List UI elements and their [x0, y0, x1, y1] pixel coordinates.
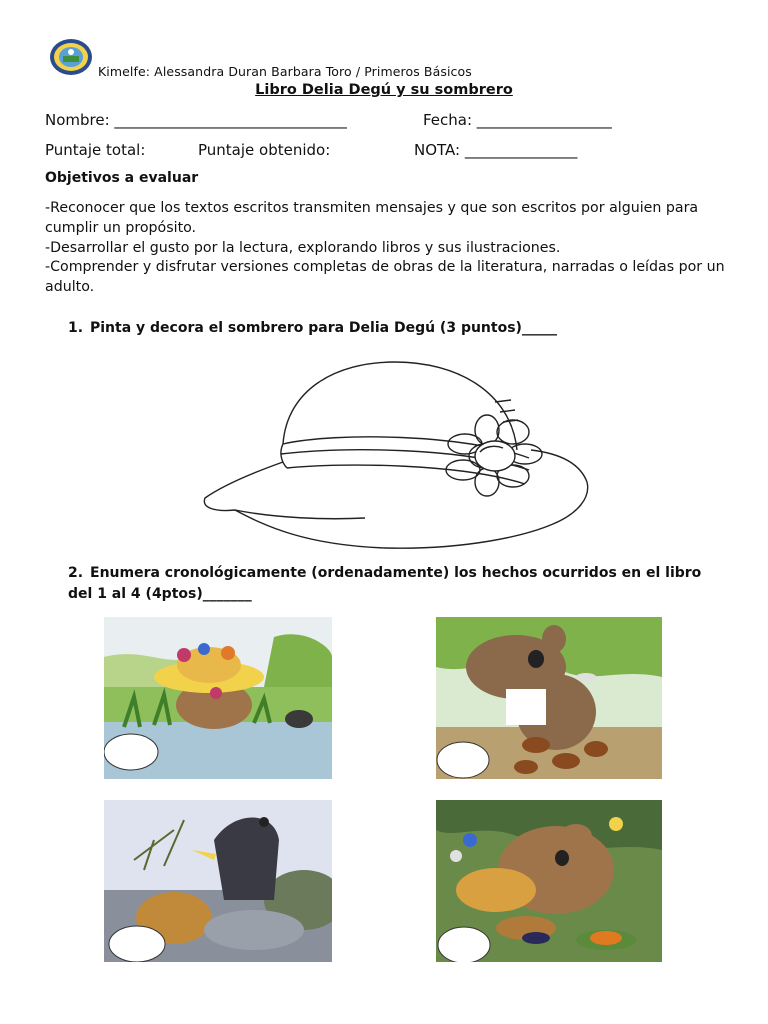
story-image-4 — [436, 800, 662, 962]
school-line: Kimelfe: Alessandra Duran Barbara Toro / Primeros Básicos — [98, 64, 472, 79]
objective-item: -Desarrollar el gusto por la lectura, explorando libros y sus ilustraciones. — [45, 239, 561, 256]
objective-item: -Comprender y disfrutar versiones completas de obras de la literatura, narradas o leídas por un adulto. — [45, 259, 725, 296]
puntaje-obtenido-label: Puntaje obtenido: — [198, 141, 331, 159]
question-number: 2. — [68, 565, 84, 581]
question-text: Enumera cronológicamente (ordenadamente) los hechos ocurridos en el libro del 1 al 4 (4ptos)_______ — [68, 565, 702, 602]
objectives-title: Objetivos a evaluar — [45, 170, 199, 186]
nombre-field[interactable]: Nombre: _______________________________ — [45, 111, 347, 129]
nota-field[interactable]: NOTA: _______________ — [414, 141, 578, 159]
story-image-2 — [436, 617, 662, 779]
hat-outline-drawing[interactable] — [195, 350, 595, 555]
school-logo-icon — [49, 38, 93, 76]
question-2 — [68, 563, 708, 605]
page-title: Libro Delia Degú y su sombrero — [255, 82, 513, 98]
objective-item: -Reconocer que los textos escritos transmiten mensajes y que son escritos por alguien para cumplir un propósito. — [45, 200, 699, 236]
story-image-1 — [104, 617, 332, 779]
fecha-field[interactable]: Fecha: __________________ — [423, 111, 612, 129]
puntaje-total-label: Puntaje total: — [45, 141, 146, 159]
objectives-list — [45, 199, 735, 298]
question-1 — [68, 318, 557, 339]
question-number: 1. — [68, 320, 84, 336]
question-text: Pinta y decora el sombrero para Delia Degú (3 puntos)_____ — [90, 320, 557, 336]
story-image-3 — [104, 800, 332, 962]
